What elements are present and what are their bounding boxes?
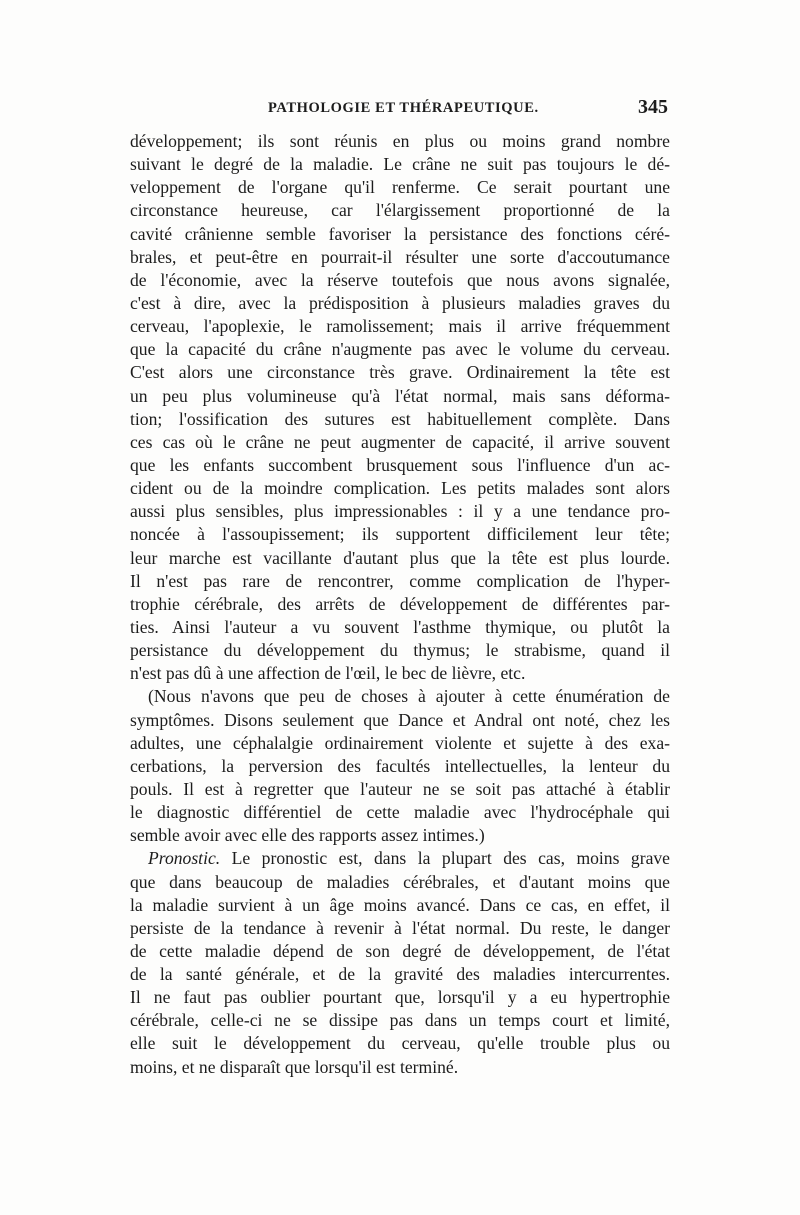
text-line: pouls. Il est à regretter que l'auteur ne se soit pas attaché à établir xyxy=(130,778,670,799)
text-line: que les enfants succombent brusquement sous l'influence d'un ac- xyxy=(130,454,670,475)
text-line: de la santé générale, et de la gravité des maladies intercurrentes. xyxy=(130,964,670,985)
text-line: que dans beaucoup de maladies cérébrales, et d'autant moins que xyxy=(130,871,670,892)
text-line: ces cas où le crâne ne peut augmenter de capacité, il arrive souvent xyxy=(130,431,670,452)
body-text xyxy=(130,130,670,1079)
pronostic-line xyxy=(130,847,670,870)
section-heading: Pronostic. xyxy=(148,848,221,869)
text-line: veloppement de l'organe qu'il renferme. Ce serait pourtant une xyxy=(130,177,670,198)
text-line: symptômes. Disons seulement que Dance et Andral ont noté, chez les xyxy=(130,709,670,730)
text-run: Le pronostic est, dans la plupart des cas, moins grave xyxy=(231,848,670,869)
text-line: circonstance heureuse, car l'élargissement proportionné de la xyxy=(130,200,670,221)
text-line: de l'économie, avec la réserve toutefois que nous avons signalée, xyxy=(130,269,670,290)
text-line: semble avoir avec elle des rapports assez intimes.) xyxy=(130,825,485,846)
text-line: moins, et ne disparaît que lorsqu'il est terminé. xyxy=(130,1056,459,1077)
text-line: développement; ils sont réunis en plus ou moins grand nombre xyxy=(130,131,670,151)
text-line: noncée à l'assoupissement; ils supportent difficilement leur tête; xyxy=(130,524,670,545)
text-line: cerbations, la perversion des facultés intellectuelles, la lenteur du xyxy=(130,755,670,776)
text-line: Il n'est pas rare de rencontrer, comme complication de l'hyper- xyxy=(130,570,670,591)
text-line: leur marche est vacillante d'autant plus que la tête est plus lourde. xyxy=(130,547,670,568)
text-line: persistance du développement du thymus; le strabisme, quand il xyxy=(130,640,670,661)
text-line: cavité crânienne semble favoriser la persistance des fonctions céré- xyxy=(130,223,670,244)
text-line: que la capacité du crâne n'augmente pas avec le volume du cerveau. xyxy=(130,339,670,360)
text-line: c'est à dire, avec la prédisposition à plusieurs maladies graves du xyxy=(130,292,670,313)
text-line: trophie cérébrale, des arrêts de développement de différentes par- xyxy=(130,593,670,614)
running-head: PATHOLOGIE ET THÉRAPEUTIQUE. xyxy=(268,100,539,116)
text-line: adultes, une céphalalgie ordinairement violente et sujette à des exa- xyxy=(130,732,670,753)
text-line: cérébrale, celle-ci ne se dissipe pas dans un temps court et limité, xyxy=(130,1010,670,1031)
text-line: brales, et peut-être en pourrait-il résulter une sorte d'accoutumance xyxy=(130,246,670,267)
text-line: la maladie survient à un âge moins avancé. Dans ce cas, en effet, il xyxy=(130,894,670,915)
text-line: tion; l'ossification des sutures est habituellement complète. Dans xyxy=(130,408,670,429)
text-line: cerveau, l'apoplexie, le ramolissement; mais il arrive fréquemment xyxy=(130,316,670,337)
text-line: le diagnostic différentiel de cette maladie avec l'hydrocéphale qui xyxy=(130,802,670,823)
text-line: (Nous n'avons que peu de choses à ajouter à cette énumération de xyxy=(148,686,670,707)
text-line: aussi plus sensibles, plus impressionables : il y a une tendance pro- xyxy=(130,501,670,522)
text-line: elle suit le développement du cerveau, qu'elle trouble plus ou xyxy=(130,1033,670,1054)
page-header xyxy=(128,96,668,126)
text-line: n'est pas dû à une affection de l'œil, le bec de lièvre, etc. xyxy=(130,663,526,684)
text-line: ties. Ainsi l'auteur a vu souvent l'asthme thymique, ou plutôt la xyxy=(130,616,670,637)
text-line: suivant le degré de la maladie. Le crâne ne suit pas toujours le dé- xyxy=(130,154,670,175)
text-line: de cette maladie dépend de son degré de développement, de l'état xyxy=(130,940,670,961)
text-line: Il ne faut pas oublier pourtant que, lorsqu'il y a eu hypertrophie xyxy=(130,987,670,1008)
page-number: 345 xyxy=(638,96,668,118)
text-line: persiste de la tendance à revenir à l'état normal. Du reste, le danger xyxy=(130,917,670,938)
text-line: un peu plus volumineuse qu'à l'état normal, mais sans déforma- xyxy=(130,385,670,406)
text-line: cident ou de la moindre complication. Les petits malades sont alors xyxy=(130,478,670,499)
text-line: C'est alors une circonstance très grave. Ordinairement la tête est xyxy=(130,362,670,383)
